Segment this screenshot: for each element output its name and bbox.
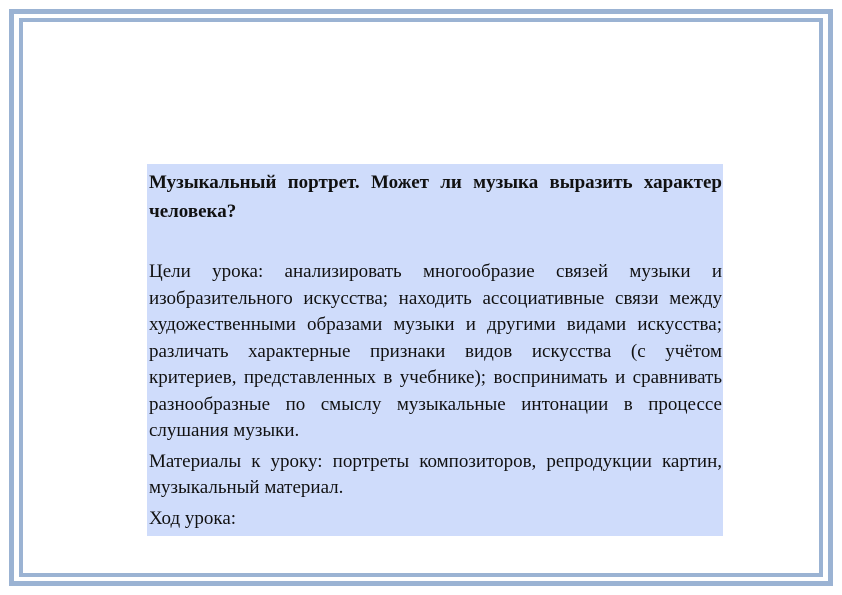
lesson-materials: Материалы к уроку: портреты композиторов, репродукции картин, музыкальный материал. [149, 450, 722, 498]
lesson-progress-heading: Ход урока: [149, 507, 237, 529]
lesson-goals: Цели урока: анализировать многообразие связей музыки и изобразительного искусства; находить ассоциативные связи между художественными образами музыки и другими видами искусства; различать характерные признаки видов искусства (с учётом критериев, представленных в учебнике); воспринимать и сравнивать разнообразные по смыслу музыкальные интонации в процессе слушания музыки. [149, 261, 722, 441]
spacer [149, 226, 722, 259]
lesson-text-box[interactable] [147, 164, 723, 536]
lesson-title: Музыкальный портрет. Может ли музыка выразить характер человека? [149, 172, 722, 222]
